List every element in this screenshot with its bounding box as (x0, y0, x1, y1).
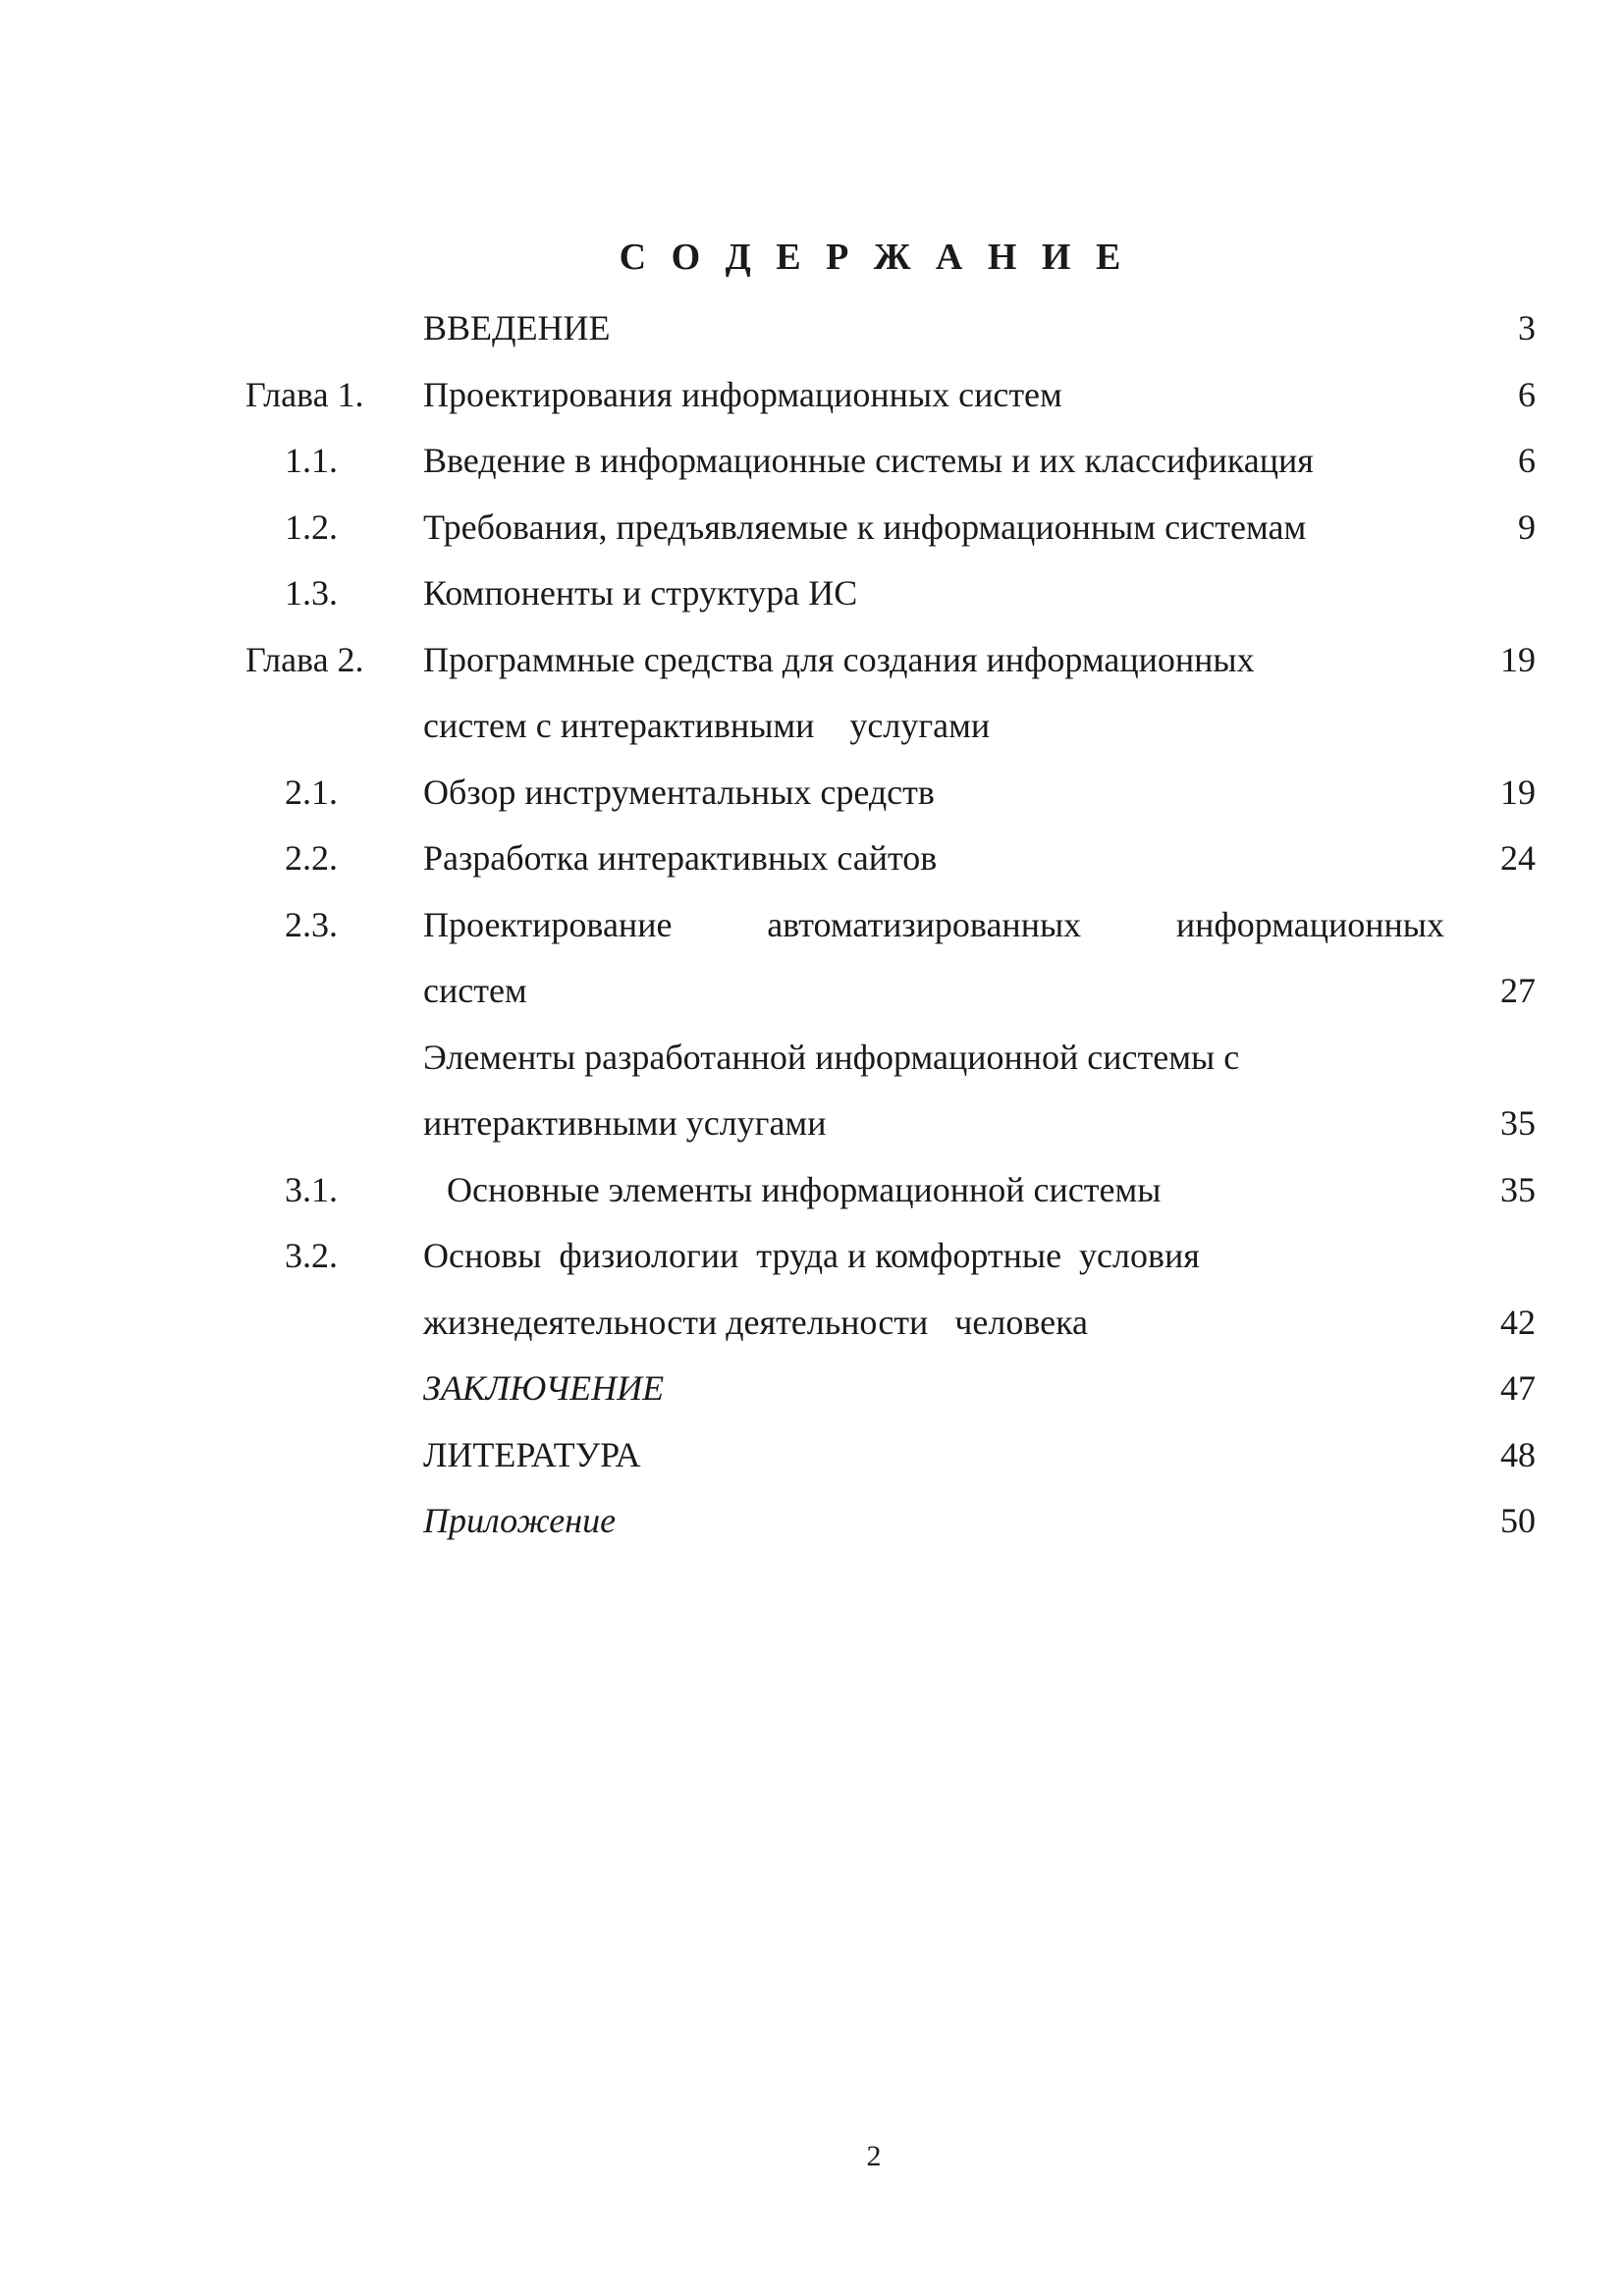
toc-page-number: 50 (1500, 1501, 1536, 1540)
table-of-contents (0, 295, 1624, 1555)
toc-page-number: 9 (1518, 507, 1536, 547)
toc-entry-text (423, 892, 1444, 959)
toc-page-number: 42 (1500, 1302, 1536, 1342)
toc-row-3-2-continued[interactable] (0, 1290, 1624, 1357)
toc-entry-text: интерактивными услугами (423, 1103, 827, 1143)
toc-entry-word: Проектирование (423, 904, 673, 944)
toc-title: С О Д Е Р Ж А Н И Е (619, 237, 1129, 278)
toc-entry-word: автоматизированных (767, 904, 1082, 944)
toc-entry-number: 1.3. (285, 573, 338, 613)
toc-page-number: 35 (1500, 1169, 1536, 1209)
toc-row-1-2[interactable] (0, 495, 1624, 561)
toc-row-2-3-continued[interactable] (0, 958, 1624, 1025)
toc-page-number: 35 (1500, 1103, 1536, 1143)
toc-page-number: 3 (1518, 308, 1536, 347)
toc-row-chapter-2-continued[interactable] (0, 693, 1624, 760)
toc-entry-text: Основы физиологии труда и комфортные условия (423, 1236, 1200, 1275)
toc-row-conclusion[interactable] (0, 1356, 1624, 1422)
toc-row-chapter-2[interactable] (0, 627, 1624, 694)
toc-row-2-1[interactable] (0, 760, 1624, 827)
toc-entry-word: информационных (1175, 904, 1444, 944)
toc-entry-text: Программные средства для создания информационных (423, 639, 1255, 679)
toc-row-appendix[interactable] (0, 1488, 1624, 1555)
toc-entry-number: 2.1. (285, 772, 338, 812)
toc-page-number: 19 (1500, 772, 1536, 812)
toc-entry-number: 1.1. (285, 441, 338, 480)
toc-entry-text: систем (423, 971, 527, 1010)
toc-row-introduction[interactable] (0, 295, 1624, 362)
toc-row-3-2[interactable] (0, 1223, 1624, 1290)
toc-entry-number: 1.2. (285, 507, 338, 547)
page-number: 2 (866, 2140, 882, 2172)
toc-entry-text: Обзор инструментальных средств (423, 772, 935, 812)
toc-entry-text: ВВЕДЕНИЕ (423, 308, 611, 347)
toc-entry-text: Проектирования информационных систем (423, 374, 1062, 414)
toc-entry-text: Элементы разработанной информационной системы с (423, 1037, 1240, 1077)
toc-entry-number: 3.2. (285, 1236, 338, 1275)
toc-entry-text: Введение в информационные системы и их классификация (423, 441, 1314, 480)
toc-page-number: 6 (1518, 374, 1536, 414)
toc-entry-text: Требования, предъявляемые к информационным системам (423, 507, 1307, 547)
toc-entry-text: жизнедеятельности деятельности человека (423, 1302, 1089, 1342)
toc-page-number: 27 (1500, 971, 1536, 1010)
toc-entry-text: Разработка интерактивных сайтов (423, 838, 938, 878)
toc-entry-number: Глава 2. (245, 639, 364, 679)
toc-entry-text: Основные элементы информационной системы (447, 1169, 1162, 1209)
toc-row-literature[interactable] (0, 1422, 1624, 1489)
toc-row-chapter-3[interactable] (0, 1025, 1624, 1092)
toc-row-2-2[interactable] (0, 826, 1624, 892)
toc-page-number: 24 (1500, 838, 1536, 878)
toc-entry-text: ЗАКЛЮЧЕНИЕ (423, 1368, 665, 1408)
toc-entry-text: Приложение (423, 1501, 617, 1540)
toc-entry-number: 2.2. (285, 838, 338, 878)
toc-entry-number: 2.3. (285, 904, 338, 944)
toc-entry-number: 3.1. (285, 1169, 338, 1209)
toc-row-2-3[interactable] (0, 892, 1624, 959)
toc-page-number: 19 (1500, 639, 1536, 679)
toc-entry-number: Глава 1. (245, 374, 364, 414)
toc-entry-text: систем с интерактивными услугами (423, 706, 991, 745)
toc-row-chapter-1[interactable] (0, 362, 1624, 429)
toc-entry-text: Компоненты и структура ИС (423, 573, 858, 613)
toc-page-number: 48 (1500, 1434, 1536, 1474)
toc-row-3-1[interactable] (0, 1157, 1624, 1224)
toc-row-1-3[interactable] (0, 561, 1624, 627)
toc-row-1-1[interactable] (0, 428, 1624, 495)
toc-page-number: 47 (1500, 1368, 1536, 1408)
toc-entry-text: ЛИТЕРАТУРА (423, 1434, 641, 1474)
toc-row-chapter-3-continued[interactable] (0, 1091, 1624, 1157)
toc-page-number: 6 (1518, 441, 1536, 480)
